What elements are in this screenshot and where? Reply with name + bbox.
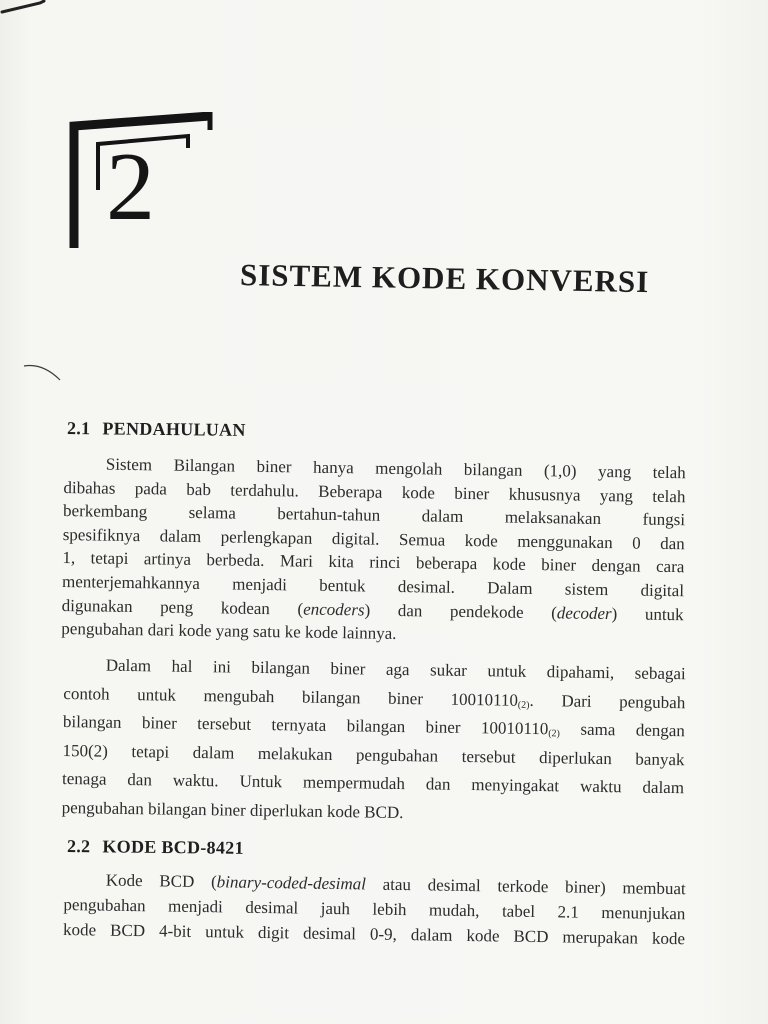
section-heading-2-1 [67, 418, 246, 441]
text-fragment: . Dari pengubah [529, 690, 686, 712]
italic-term: decoder [556, 602, 612, 623]
text-fragment: tetapi dalam melakukan pengubahan tersebut diperlukan banyak [107, 741, 685, 769]
section-number: 2.2 [66, 836, 91, 857]
text-line: menterjemahkannya menjadi bentuk desimal. Dalam sistem digital [61, 571, 685, 601]
text-line: pengubahan menjadi desimal jauh lebih mudah, tabel 2.1 menunjukan [63, 894, 686, 924]
text-fragment: 150 [62, 740, 89, 761]
text-fragment: sama dengan [559, 719, 686, 741]
pencil-scribble-mark [22, 358, 64, 384]
text-line: tenaga dan waktu. Untuk mempermudah dan menyingakat waktu dalam [61, 769, 685, 798]
text-fragment: contoh untuk mengubah bilangan biner 10010110 [63, 683, 519, 710]
chapter-title: SISTEM KODE KONVERSI [239, 257, 650, 300]
section-title: PENDAHULUAN [102, 418, 246, 440]
section-number: 2.1 [66, 418, 91, 439]
italic-term: binary-coded-desimal [216, 872, 367, 894]
corner-ink-mark [0, 0, 46, 14]
paragraph-pendahuluan-2 [61, 651, 685, 832]
italic-term: encoders [303, 599, 365, 620]
text-line: dibahas pada bab terdahulu. Beberapa kode biner khususnya yang telah [63, 477, 686, 506]
chapter-number: 2 [106, 133, 155, 241]
base-notation: (2) [87, 741, 108, 761]
text-fragment: atau desimal terkode biner) membuat [365, 874, 686, 899]
text-line: pengubahan dari kode yang satu ke kode lainnya. [61, 619, 397, 644]
text-line: pengubahan bilangan biner diperlukan kode BCD. [61, 797, 404, 823]
text-line: Sistem Bilangan biner hanya mengolah bilangan (1,0) yang telah [105, 454, 686, 483]
text-line: spesifiknya dalam perlengkapan digital. Semua kode menggunakan 0 dan [62, 524, 685, 553]
section-title: KODE BCD-8421 [102, 836, 244, 858]
text-fragment: digunakan peng kodean ( [61, 595, 304, 619]
text-line: Dalam hal ini bilangan biner aga sukar untuk dipahami, sebagai [105, 655, 686, 684]
subscript-base: (2) [548, 728, 561, 740]
subscript-base: (2) [517, 699, 530, 711]
text-fragment: ) untuk [611, 603, 684, 624]
paragraph-pendahuluan-1 [61, 452, 686, 650]
paragraph-kode-bcd [63, 867, 686, 951]
text-line: berkembang selama bertahun-tahun dalam melaksanakan fungsi [62, 501, 686, 530]
text-fragment: Kode BCD ( [105, 870, 217, 892]
text-line: kode BCD 4-bit untuk digit desimal 0-9, dalam kode BCD merupakan kode [62, 919, 686, 949]
text-fragment: ) dan pendekode ( [364, 600, 558, 622]
text-line: 1, tetapi artinya berbeda. Mari kita rinci beberapa kode biner dengan cara [62, 548, 685, 577]
text-fragment: bilangan biner tersebut ternyata bilangan biner 10010110 [62, 712, 549, 739]
section-heading-2-2 [67, 836, 244, 859]
